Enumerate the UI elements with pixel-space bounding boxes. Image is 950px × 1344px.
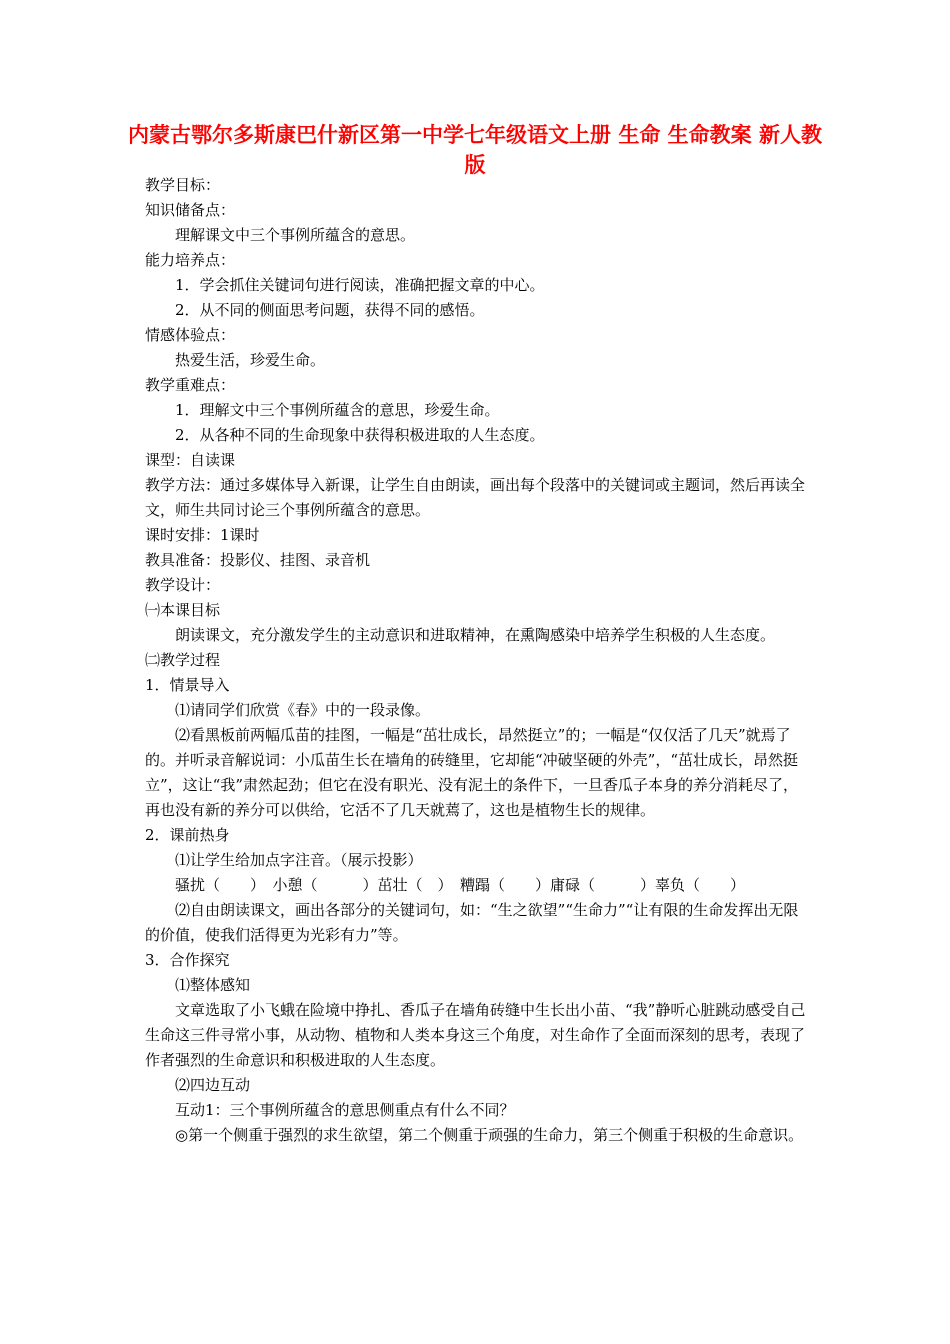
heading-knowledge: 知识储备点：	[145, 201, 236, 219]
ability-item-1: 1．学会抓住关键词句进行阅读，准确把握文章的中心。	[175, 276, 545, 294]
key-point-1: 1．理解文中三个事例所蕴含的意思，珍爱生命。	[175, 401, 500, 419]
lesson-type: 课型：自读课	[145, 451, 236, 469]
section-1-text: 朗读课文，充分激发学生的主动意识和进取精神，在熏陶感染中培养学生积极的人生态度。	[175, 626, 776, 644]
ability-item-2: 2．从不同的侧面思考问题，获得不同的感悟。	[175, 301, 485, 319]
heading-design: 教学设计：	[145, 576, 221, 594]
document-body	[145, 173, 810, 1148]
teaching-method: 教学方法：通过多媒体导入新课，让学生自由朗读，画出每个段落中的关键词或主题词，然后再读全文，师生共同讨论三个事例所蕴含的意思。	[145, 476, 806, 519]
schedule: 课时安排：1课时	[145, 526, 260, 544]
step-2-item-2: ⑵自由朗读课文，画出各部分的关键词句，如：“生之欲望”“生命力”“让有限的生命发挥出无限的价值，使我们活得更为光彩有力”等。	[145, 901, 799, 944]
step-3-heading: 3．合作探究	[145, 951, 230, 969]
step-1-item-2: ⑵看黑板前两幅瓜苗的挂图，一幅是“茁壮成长，昂然挺立”的；一幅是“仅仅活了几天”就焉了的。并听录音解说词：小瓜苗生长在墙角的砖缝里，它却能“冲破坚硬的外壳”，“茁壮成长，昂然挺立”，这让“我”肃然起劲；但它在没有职光、没有泥土的条件下，一旦香瓜子本身的养分消耗尽了，再也没有新的养分可以供给，它活不了几天就蔫了，这也是植物生长的规律。	[145, 726, 799, 819]
interaction-1-answer: ◎第一个侧重于强烈的求生欲望，第二个侧重于顽强的生命力，第三个侧重于积极的生命意识。	[175, 1126, 804, 1144]
step-3-item-1: ⑴整体感知	[175, 976, 251, 994]
step-1-heading: 1．情景导入	[145, 676, 230, 694]
interaction-1-question: 互动1：三个事例所蕴含的意思侧重点有什么不同？	[175, 1101, 515, 1119]
equipment: 教具准备：投影仪、挂图、录音机	[145, 551, 371, 569]
heading-ability: 能力培养点：	[145, 251, 236, 269]
step-3-item-2: ⑵四边互动	[175, 1076, 251, 1094]
pinyin-exercise: 骚扰（ ） 小憩（ ）茁壮（ ） 糟蹋（ ）庸碌（ ）辜负（ ）	[175, 876, 746, 894]
heading-teaching-goals: 教学目标：	[145, 176, 221, 194]
key-point-2: 2．从各种不同的生命现象中获得积极进取的人生态度。	[175, 426, 545, 444]
heading-emotion: 情感体验点：	[145, 326, 236, 344]
heading-key-points: 教学重难点：	[145, 376, 236, 394]
step-1-item-1: ⑴请同学们欣赏《春》中的一段录像。	[175, 701, 431, 719]
document-title: 内蒙古鄂尔多斯康巴什新区第一中学七年级语文上册 生命 生命教案 新人教版	[128, 123, 822, 177]
step-2-item-1: ⑴让学生给加点字注音。（展示投影）	[175, 851, 423, 869]
knowledge-text: 理解课文中三个事例所蕴含的意思。	[175, 226, 416, 244]
step-2-heading: 2．课前热身	[145, 826, 230, 844]
overall-perception-text: 文章选取了小飞蛾在险境中挣扎、香瓜子在墙角砖缝中生长出小苗、“我”静听心脏跳动感受自己生命这三件寻常小事，从动物、植物和人类本身这三个角度，对生命作了全面而深刻的思考，表现了作者强烈的生命意识和积极进取的人生态度。	[145, 1001, 806, 1069]
section-2-heading: ㈡教学过程	[145, 651, 221, 669]
section-1-heading: ㈠本课目标	[145, 601, 221, 619]
emotion-text: 热爱生活，珍爱生命。	[175, 351, 326, 369]
